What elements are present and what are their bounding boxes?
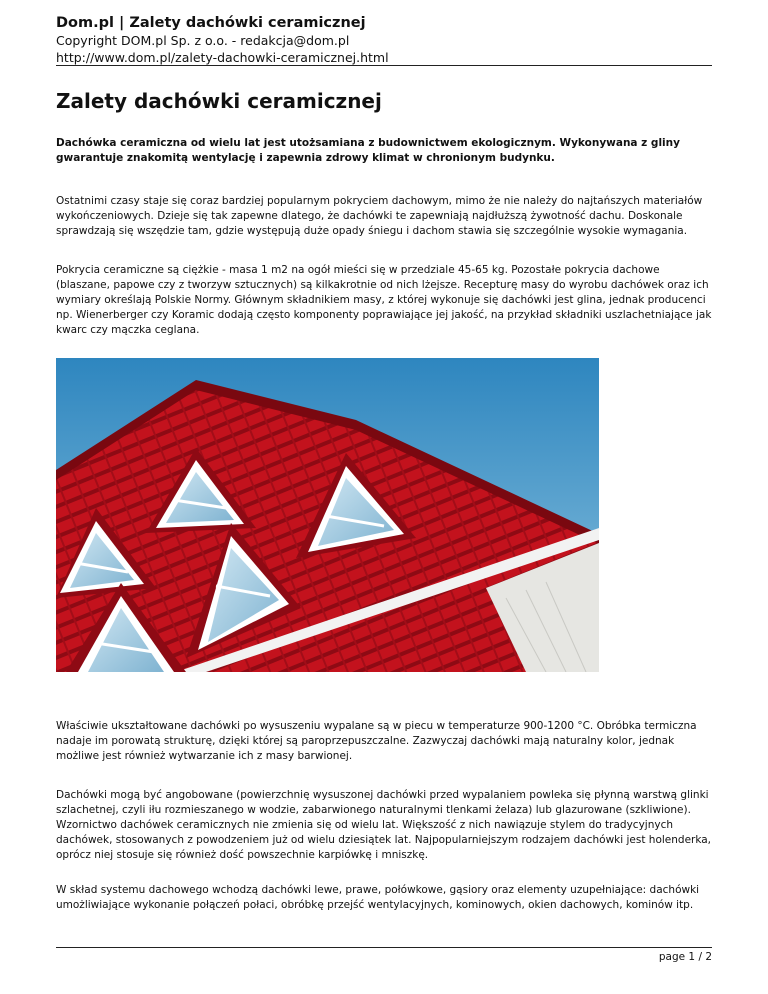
paragraph-4: Dachówki mogą być angobowane (powierzchnię wysuszonej dachówki przed wypalaniem powleka się płynną warstwą glinki szlachetnej, czyli iłu rozmieszanego w wodzie, zabarwionego naturalnymi tlenkami żelaza) lub glazurowane (szkliwione). Wzornictwo dachówek ceramicznych nie zmienia się od wielu lat. Większość z nich nawiązuje stylem do tradycyjnych dachówek, stosowanych z powodzeniem już od wielu dziesiątek lat. Najpopularniejszym rodzajem dachówki jest holenderka, oprócz niej stosuje się również dość powszechnie karpiówkę i mniszkę. bbox=[56, 789, 712, 861]
source-url[interactable]: http://www.dom.pl/zalety-dachowki-ceramicznej.html bbox=[56, 50, 389, 65]
paragraph-3: Właściwie ukształtowane dachówki po wysuszeniu wypalane są w piecu w temperaturze 900-1200 °C. Obróbka termiczna nadaje im porowatą strukturę, dzięki której są paroprzepuszczalne. Zazwyczaj dachówki mają naturalny kolor, jednak możliwe jest również wytwarzanie ich z masy barwionej. bbox=[56, 720, 697, 762]
page-number: page 1 / 2 bbox=[658, 951, 712, 963]
paragraph-1: Ostatnimi czasy staje się coraz bardziej popularnym pokryciem dachowym, mimo że nie należy do najtańszych materiałów wykończeniowych. Dzieje się tak zapewne dlatego, że dachówki te zapewniają najdłuższą żywotność dachu. Doskonale sprawdzają się wszędzie tam, gdzie występują duże opady śniegu i dachom stawia się szczególnie wysokie wymagania. bbox=[56, 195, 703, 237]
footer-divider bbox=[56, 947, 712, 948]
article-title: Zalety dachówki ceramicznej bbox=[56, 89, 382, 113]
header-divider bbox=[56, 65, 712, 66]
document-header bbox=[56, 14, 712, 66]
site-title: Dom.pl | Zalety dachówki ceramicznej bbox=[56, 15, 366, 31]
copyright-line: Copyright DOM.pl Sp. z o.o. - redakcja@dom.pl bbox=[56, 33, 350, 48]
paragraph-5: W skład systemu dachowego wchodzą dachówki lewe, prawe, połówkowe, gąsiory oraz elementy uzupełniające: dachówki umożliwiające wykonanie połączeń połaci, obróbkę przejść wentylacyjnych, kominowych, okien dachowych, kominów itp. bbox=[56, 884, 700, 911]
paragraph-2: Pokrycia ceramiczne są ciężkie - masa 1 m2 na ogół mieści się w przedziale 45-65 kg. Pozostałe pokrycia dachowe (blaszane, papowe czy z tworzyw sztucznych) są kilkakrotnie od nich lżejsze. Recepturę masy do wyrobu dachówek oraz ich wymiary określają Polskie Normy. Głównym składnikiem masy, z której wykonuje się dachówki jest glina, jednak producenci np. Wienerberger czy Koramic dodają często komponenty poprawiające jej jakość, na przykład składniki uszlachetniające jak kwarc czy mączka ceglana. bbox=[56, 264, 712, 336]
roof-illustration bbox=[56, 358, 599, 672]
article-lead: Dachówka ceramiczna od wielu lat jest utożsamiana z budownictwem ekologicznym. Wykonywana z gliny gwarantuje znakomitą wentylację i zapewnia zdrowy klimat w chronionym budynku. bbox=[56, 137, 680, 164]
roof-photo bbox=[56, 358, 599, 672]
